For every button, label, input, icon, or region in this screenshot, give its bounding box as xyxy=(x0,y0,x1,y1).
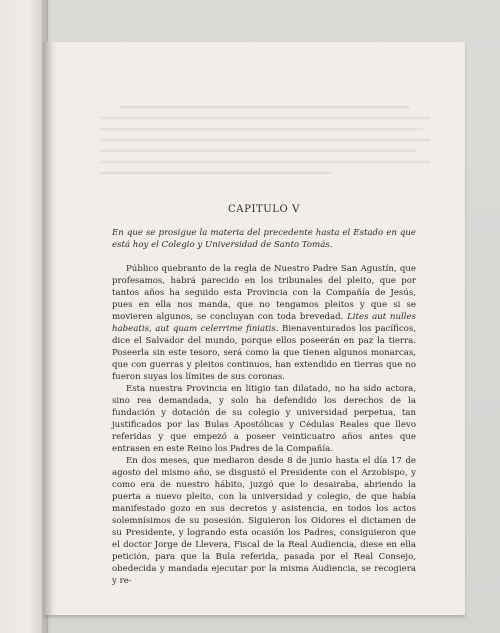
chapter-title: CAPITULO V xyxy=(228,204,300,215)
paragraph-2-text: Esta nuestra Provincia en litigio tan dilatado, no ha sido actora, sino rea demandada, y solo ha defendido los derechos de la fundación y dotación de su colegio y universidad perpetua, tan justificados por las Bulas Apostólicas y Cédulas Reales que llevo referidas y que empezó a poseer veinticuatro años antes que entrasen en este Reino los Padres de la Compañía. xyxy=(112,384,416,454)
text-column xyxy=(112,204,416,587)
paragraph-1 xyxy=(112,263,416,383)
paragraph-1-text-a: Público quebranto de la regla de Nuestro Padre San Agustín, que profesamos, habrá parecido en los tribunales del pleito, que por tantos años ha seguido esta Provincia con la Compañía de Jesús, pues en ella nos manda, que no tengamos pleitos y que si se movieren algunos, se concluyan con toda brevedad. xyxy=(112,264,416,322)
book-page xyxy=(44,42,465,615)
paragraph-2 xyxy=(112,383,416,455)
paragraph-3-text: En dos meses, que mediaron desde 8 de junio hasta el día 17 de agosto del mismo año, se disgustó el Presidente con el Arzobispo, y como era de nuestro hábito, juzgó que lo desairaba, abriendo la puerta a nuevo pleito, con la universidad y colegio, de que había manifestado gozo en sus decretos y asistencia, en todos los actos solemnísimos de su posesión. Siguieron los Oidores el dictamen de su Presidente, y logrando esta ocasión los Padres, consiguieron que el doctor Jorge de Llevera, Fiscal de la Real Audiencia, diese en ella petición, para que la Bula referida, pasada por el Real Consejo, obedecida y mandada ejecutar por la misma Audiencia, se recogiera y re- xyxy=(112,456,416,586)
left-page-edge xyxy=(0,0,48,633)
chapter-summary: En que se prosigue la materia del precedente hasta el Estado en que está hoy el Colegio y Universidad de Santo Tomás. xyxy=(112,228,416,250)
paragraph-3 xyxy=(112,455,416,587)
paragraph-1-latin: Lites aut nulles habeatis, aut quam celerrime finiatis. xyxy=(112,312,416,334)
paragraph-1-text-b: Bienaventurados los pacíficos, dice el Salvador del mundo, porque ellos poseerán en paz la tierra. Poseerla sin este tesoro, será como la que tienen algunos monarcas, que con guerras y pleitos continuos, han extendido en tierras que no fueron suyas los límites de sus coronas. xyxy=(112,324,416,382)
binding-shadow xyxy=(42,0,52,633)
